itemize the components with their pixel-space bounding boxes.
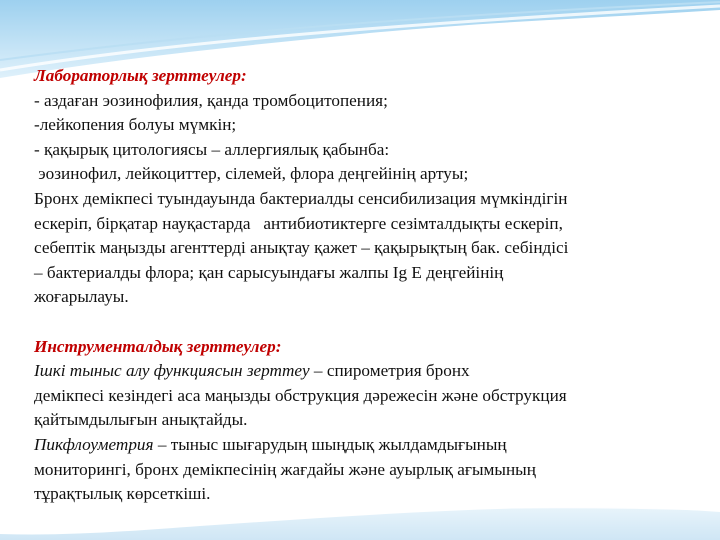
lab-line: – бактериалды флора; қан сарысуындағы жалпы Ig E деңгейінің bbox=[34, 262, 504, 282]
lab-line: - аздаған эозинофилия, қанда тромбоцитопения; bbox=[34, 90, 388, 110]
instr-line: қайтымдылығын анықтайды. bbox=[34, 410, 248, 430]
lab-line: -лейкопения болуы мүмкін; bbox=[34, 115, 237, 135]
instr-line: мониторингі, бронх демікпесінің жағдайы және ауырлық ағымының bbox=[34, 459, 536, 479]
lab-line: Бронх демікпесі туындауында бактериалды сенсибилизация мүмкіндігін bbox=[34, 188, 568, 208]
lab-line: - қақырық цитологиясы – аллергиялық қабынба: bbox=[34, 139, 390, 159]
lab-line: эозинофил, лейкоциттер, сілемей, флора деңгейінің артуы; bbox=[34, 164, 469, 184]
peakflow-term: Пикфлоуметрия bbox=[34, 434, 154, 454]
spirometry-term: Ішкі тыныс алу функциясын зерттеу bbox=[34, 361, 310, 381]
lab-line: жоғарылауы. bbox=[34, 287, 129, 307]
peakflow-text: – тыныс шығарудың шыңдық жылдамдығының bbox=[153, 434, 507, 454]
lab-line: себептік маңызды агенттерді анықтау қажет – қақырықтың бак. себіндісі bbox=[34, 238, 569, 258]
spirometry-line bbox=[34, 359, 694, 384]
instr-heading: Инструменталдық зерттеулер: bbox=[34, 336, 282, 356]
peakflow-line bbox=[34, 433, 694, 458]
slide-content bbox=[34, 64, 694, 507]
instr-line: тұрақтылық көрсеткіші. bbox=[34, 484, 211, 504]
section-gap bbox=[34, 310, 694, 335]
lab-line: ескеріп, бірқатар науқастарда антибиотиктерге сезімталдықты ескеріп, bbox=[34, 213, 563, 233]
spirometry-text: – спирометрия бронх bbox=[309, 361, 470, 381]
instr-line: демікпесі кезіндегі аса маңызды обструкция дәрежесін және обструкция bbox=[34, 385, 567, 405]
lab-heading: Лабораторлық зерттеулер: bbox=[34, 66, 247, 85]
